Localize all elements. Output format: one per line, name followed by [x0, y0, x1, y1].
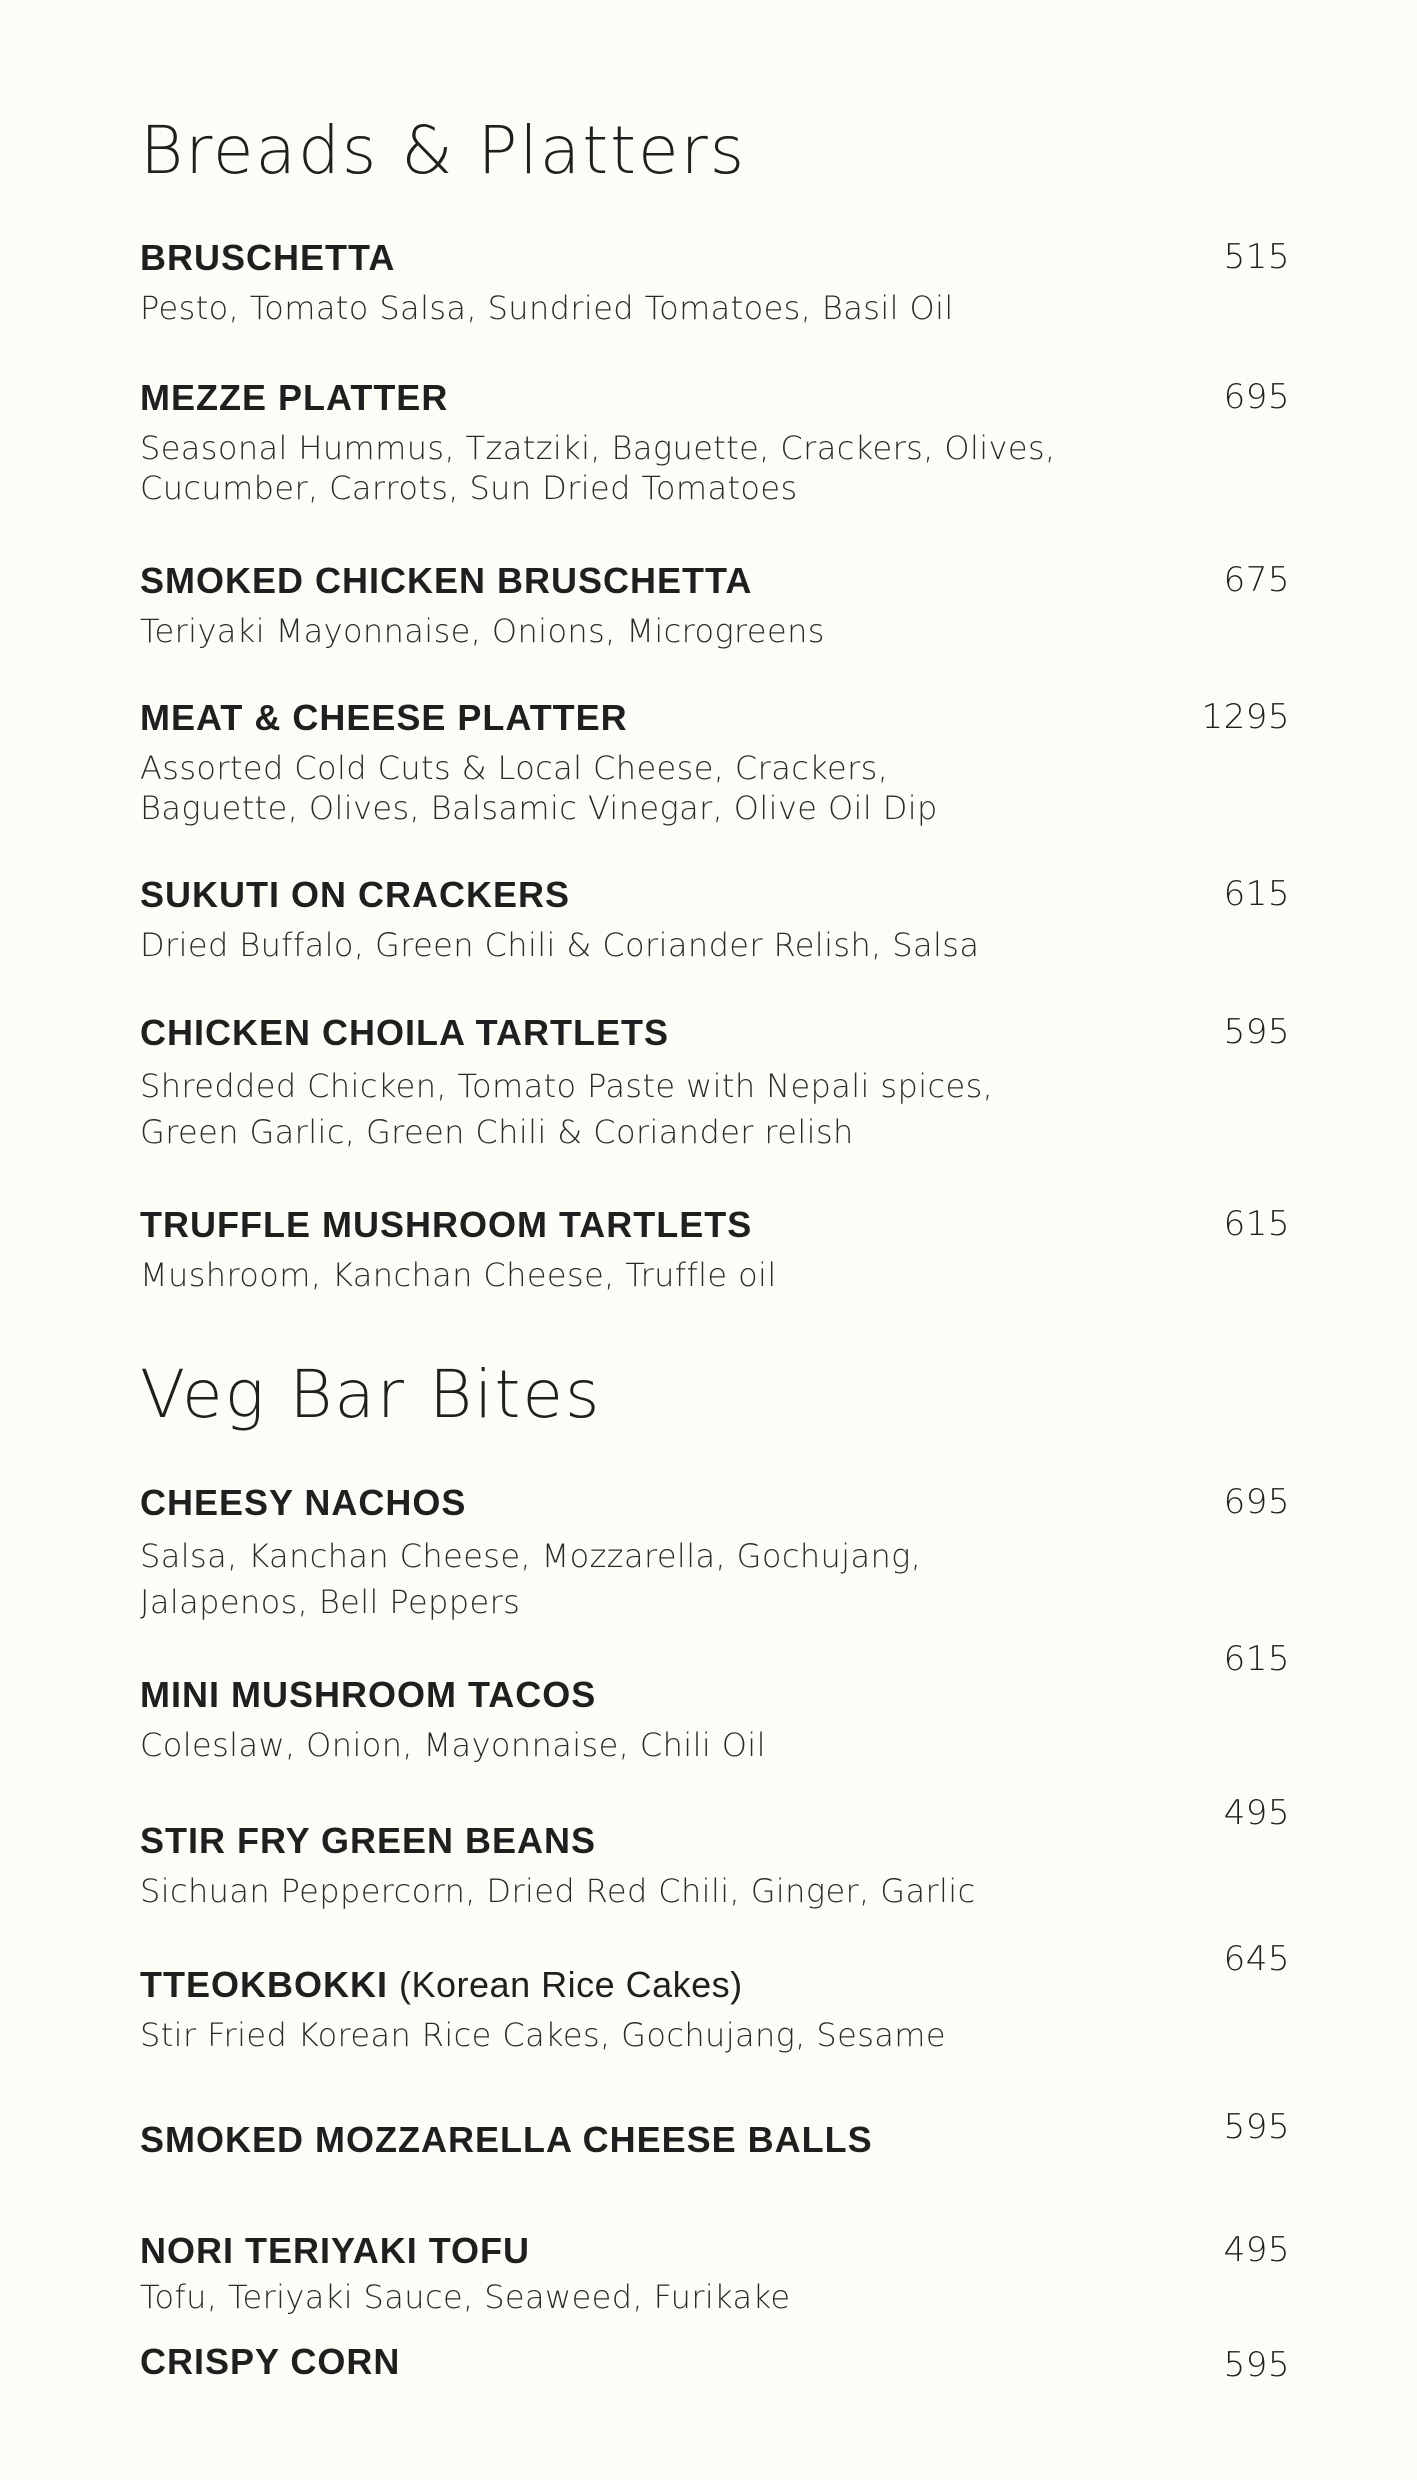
item-name: CRISPY CORN	[140, 2341, 401, 2382]
item-name-main: TTEOKBOKKI	[140, 1964, 388, 2005]
description-line: Shredded Chicken, Tomato Paste with Nepali spices,	[140, 1067, 994, 1105]
item-description	[140, 1725, 766, 1765]
description-line: Assorted Cold Cuts & Local Cheese, Crackers,	[140, 749, 889, 787]
description-line: Teriyaki Mayonnaise, Onions, Microgreens	[140, 612, 825, 650]
item-price: 615	[1223, 1204, 1290, 1244]
description-line: Stir Fried Korean Rice Cakes, Gochujang, Sesame	[140, 2016, 946, 2054]
item-name: NORI TERIYAKI TOFU	[140, 2230, 531, 2271]
item-price: 615	[1223, 874, 1290, 914]
item-description	[140, 428, 1056, 508]
description-line: Mushroom, Kanchan Cheese, Truffle oil	[140, 1256, 777, 1294]
item-name: CHICKEN CHOILA TARTLETS	[140, 1012, 669, 1053]
item-name: SUKUTI ON CRACKERS	[140, 874, 571, 915]
description-line: Baguette, Olives, Balsamic Vinegar, Olive Oil Dip	[140, 789, 938, 827]
description-line: Tofu, Teriyaki Sauce, Seaweed, Furikake	[140, 2278, 791, 2316]
item-price: 595	[1223, 2345, 1290, 2385]
item-name: SMOKED MOZZARELLA CHEESE BALLS	[140, 2119, 873, 2160]
item-price: 515	[1223, 237, 1290, 277]
item-description	[140, 1063, 993, 1155]
item-name-suffix: (Korean Rice Cakes)	[399, 1964, 743, 2005]
item-price: 645	[1223, 1939, 1290, 1979]
item-name: SMOKED CHICKEN BRUSCHETTA	[140, 560, 753, 601]
item-price: 695	[1223, 377, 1290, 417]
item-price: 615	[1223, 1639, 1290, 1679]
section-title-veg-bar-bites: Veg Bar Bites	[140, 1356, 602, 1433]
item-description	[140, 1255, 777, 1295]
description-line: Sichuan Peppercorn, Dried Red Chili, Ginger, Garlic	[140, 1872, 976, 1910]
item-name: BRUSCHETTA	[140, 237, 396, 278]
section-title-breads-platters: Breads & Platters	[140, 112, 747, 189]
description-line: Dried Buffalo, Green Chili & Coriander Relish, Salsa	[140, 926, 980, 964]
item-description	[140, 1533, 921, 1625]
item-price: 1295	[1201, 697, 1290, 737]
item-price: 595	[1223, 1012, 1290, 1052]
item-description	[140, 2015, 946, 2055]
item-price: 675	[1223, 560, 1290, 600]
item-description	[140, 925, 979, 965]
description-line: Pesto, Tomato Salsa, Sundried Tomatoes, Basil Oil	[140, 289, 954, 327]
item-price: 695	[1223, 1482, 1290, 1522]
description-line: Seasonal Hummus, Tzatziki, Baguette, Crackers, Olives,	[140, 429, 1056, 467]
description-line: Coleslaw, Onion, Mayonnaise, Chili Oil	[140, 1726, 766, 1764]
description-line: Jalapenos, Bell Peppers	[140, 1583, 521, 1621]
item-description	[140, 288, 954, 328]
description-line: Green Garlic, Green Chili & Coriander relish	[140, 1113, 854, 1151]
description-line: Cucumber, Carrots, Sun Dried Tomatoes	[140, 469, 798, 507]
item-name: MINI MUSHROOM TACOS	[140, 1674, 597, 1715]
item-price: 495	[1223, 2230, 1290, 2270]
item-price: 595	[1223, 2107, 1290, 2147]
item-price: 495	[1223, 1793, 1290, 1833]
item-name: STIR FRY GREEN BEANS	[140, 1820, 597, 1861]
item-name: CHEESY NACHOS	[140, 1482, 467, 1523]
item-name: MEAT & CHEESE PLATTER	[140, 697, 628, 738]
item-name: TRUFFLE MUSHROOM TARTLETS	[140, 1204, 753, 1245]
item-description	[140, 1871, 976, 1911]
item-description	[140, 611, 825, 651]
item-description	[140, 748, 938, 828]
description-line: Salsa, Kanchan Cheese, Mozzarella, Gochujang,	[140, 1537, 922, 1575]
item-name	[140, 1964, 743, 2005]
item-description	[140, 2277, 790, 2317]
item-name: MEZZE PLATTER	[140, 377, 449, 418]
